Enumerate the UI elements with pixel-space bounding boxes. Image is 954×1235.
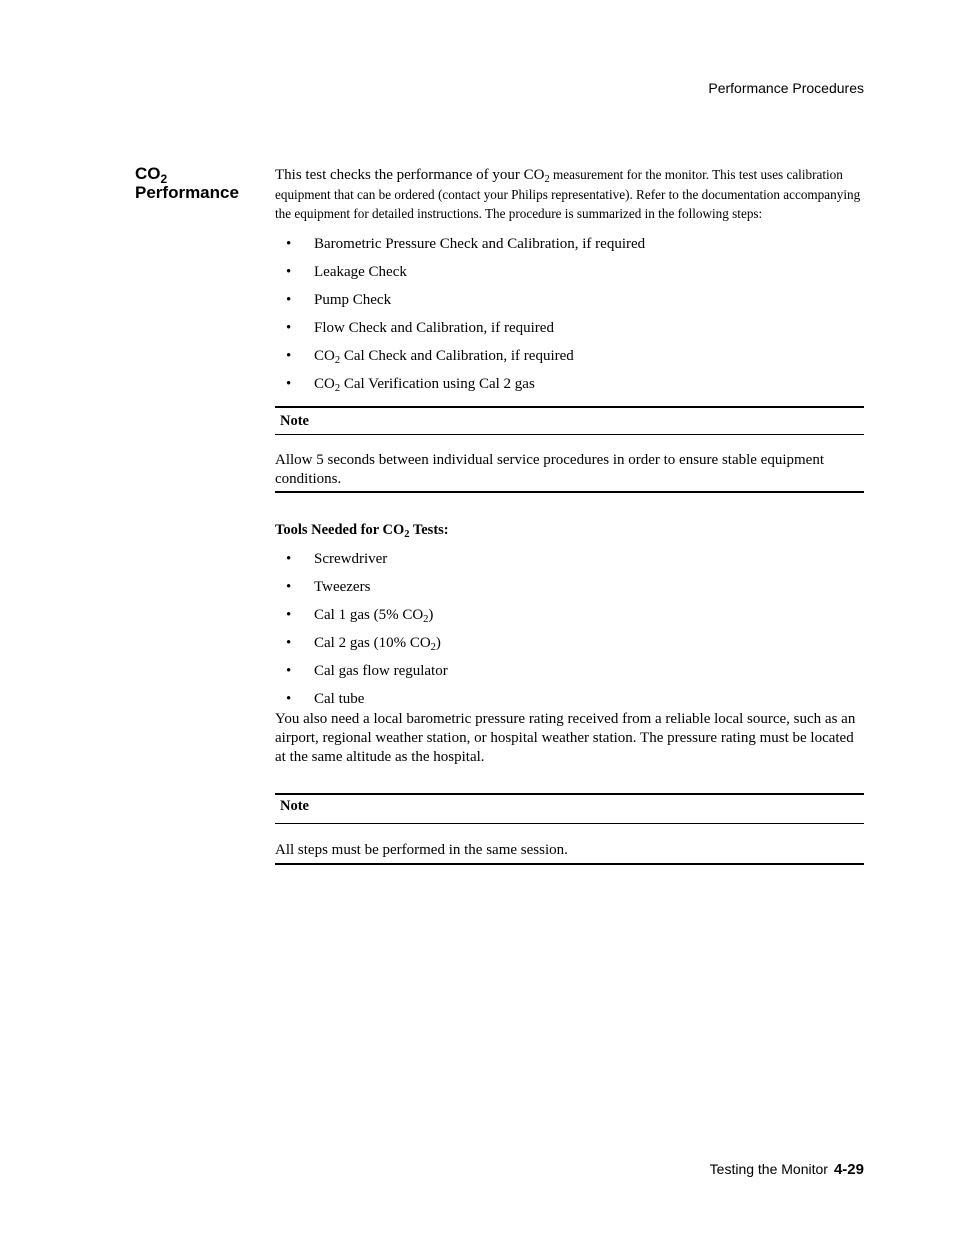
- tool-text: Cal tube: [314, 691, 365, 707]
- intro-subscript: 2: [544, 174, 550, 185]
- bullet-icon: •: [286, 264, 292, 280]
- section-title-rest: Performance: [135, 183, 239, 202]
- tools-list: [275, 548, 864, 716]
- tool-text: Cal 2 gas (10% $CO_2$): [314, 635, 441, 653]
- list-item: [275, 688, 864, 716]
- tools-heading-subscript: 2: [404, 529, 410, 540]
- list-item: [275, 632, 864, 660]
- note-text: All steps must be performed in the same session.: [275, 824, 864, 865]
- tool-text: Cal gas flow regulator: [314, 663, 448, 679]
- list-item: [275, 576, 864, 604]
- list-item: [275, 660, 864, 688]
- section-title: [135, 164, 239, 202]
- step-text: $CO_2$ Cal Check and Calibration, if required: [314, 348, 574, 366]
- section-title-prefix: CO: [135, 164, 161, 183]
- bullet-icon: •: [286, 663, 292, 679]
- list-item: [275, 233, 864, 261]
- tools-heading-suffix: Tests:: [409, 522, 449, 538]
- list-item: [275, 317, 864, 345]
- tool-text: Screwdriver: [314, 551, 388, 567]
- bullet-icon: •: [286, 348, 292, 364]
- intro-text-part2: measurement for the monitor. This test uses calibration equipment that can be ordered (contact your Philips representative). Refer to the documentation accompanying the equipment for detailed instructions. The procedure is summarized in the following steps:: [275, 167, 861, 221]
- page-footer: [710, 1161, 864, 1178]
- list-item: [275, 345, 864, 373]
- bullet-icon: •: [286, 551, 292, 567]
- bullet-icon: •: [286, 376, 292, 392]
- bullet-icon: •: [286, 607, 292, 623]
- note-box-2: [275, 793, 864, 865]
- tools-heading: [275, 520, 864, 546]
- list-item: [275, 261, 864, 289]
- bullet-icon: •: [286, 691, 292, 707]
- tool-text: Cal 1 gas (5% $CO_2$): [314, 607, 434, 625]
- bullet-icon: •: [286, 579, 292, 595]
- page-number: 4-29: [833, 1161, 864, 1178]
- note-label: Note: [275, 793, 864, 824]
- note-text: Allow 5 seconds between individual service procedures in order to ensure stable equipment conditions.: [275, 435, 864, 493]
- note-label: Note: [275, 406, 864, 435]
- running-header: Performance Procedures: [708, 80, 864, 96]
- intro-paragraph: [275, 165, 864, 223]
- intro-text-part1: This test checks the performance of your CO: [275, 167, 545, 183]
- pressure-paragraph: You also need a local barometric pressure rating received from a reliable local source, such as an airport, regional weather station, or hospital weather station. The pressure rating must be located at the same altitude as the hospital.: [275, 711, 856, 765]
- step-text: Flow Check and Calibration, if required: [314, 320, 554, 336]
- bullet-icon: •: [286, 320, 292, 336]
- list-item: [275, 373, 864, 401]
- tool-text: Tweezers: [314, 579, 371, 595]
- footer-chapter: Testing the Monitor: [709, 1161, 828, 1177]
- step-text: $CO_2$ Cal Verification using Cal 2 gas: [314, 376, 535, 394]
- bullet-icon: •: [286, 292, 292, 308]
- main-content: [275, 165, 864, 865]
- steps-list: [275, 233, 864, 401]
- step-text: Leakage Check: [314, 264, 407, 280]
- section-title-subscript: 2: [160, 172, 168, 186]
- tools-heading-prefix: Tools Needed for CO: [275, 522, 405, 538]
- list-item: [275, 548, 864, 576]
- list-item: [275, 604, 864, 632]
- list-item: [275, 289, 864, 317]
- bullet-icon: •: [286, 236, 292, 252]
- step-text: Pump Check: [314, 292, 392, 308]
- note-box-1: [275, 406, 864, 493]
- step-text: Barometric Pressure Check and Calibration, if required: [314, 236, 646, 252]
- bullet-icon: •: [286, 635, 292, 651]
